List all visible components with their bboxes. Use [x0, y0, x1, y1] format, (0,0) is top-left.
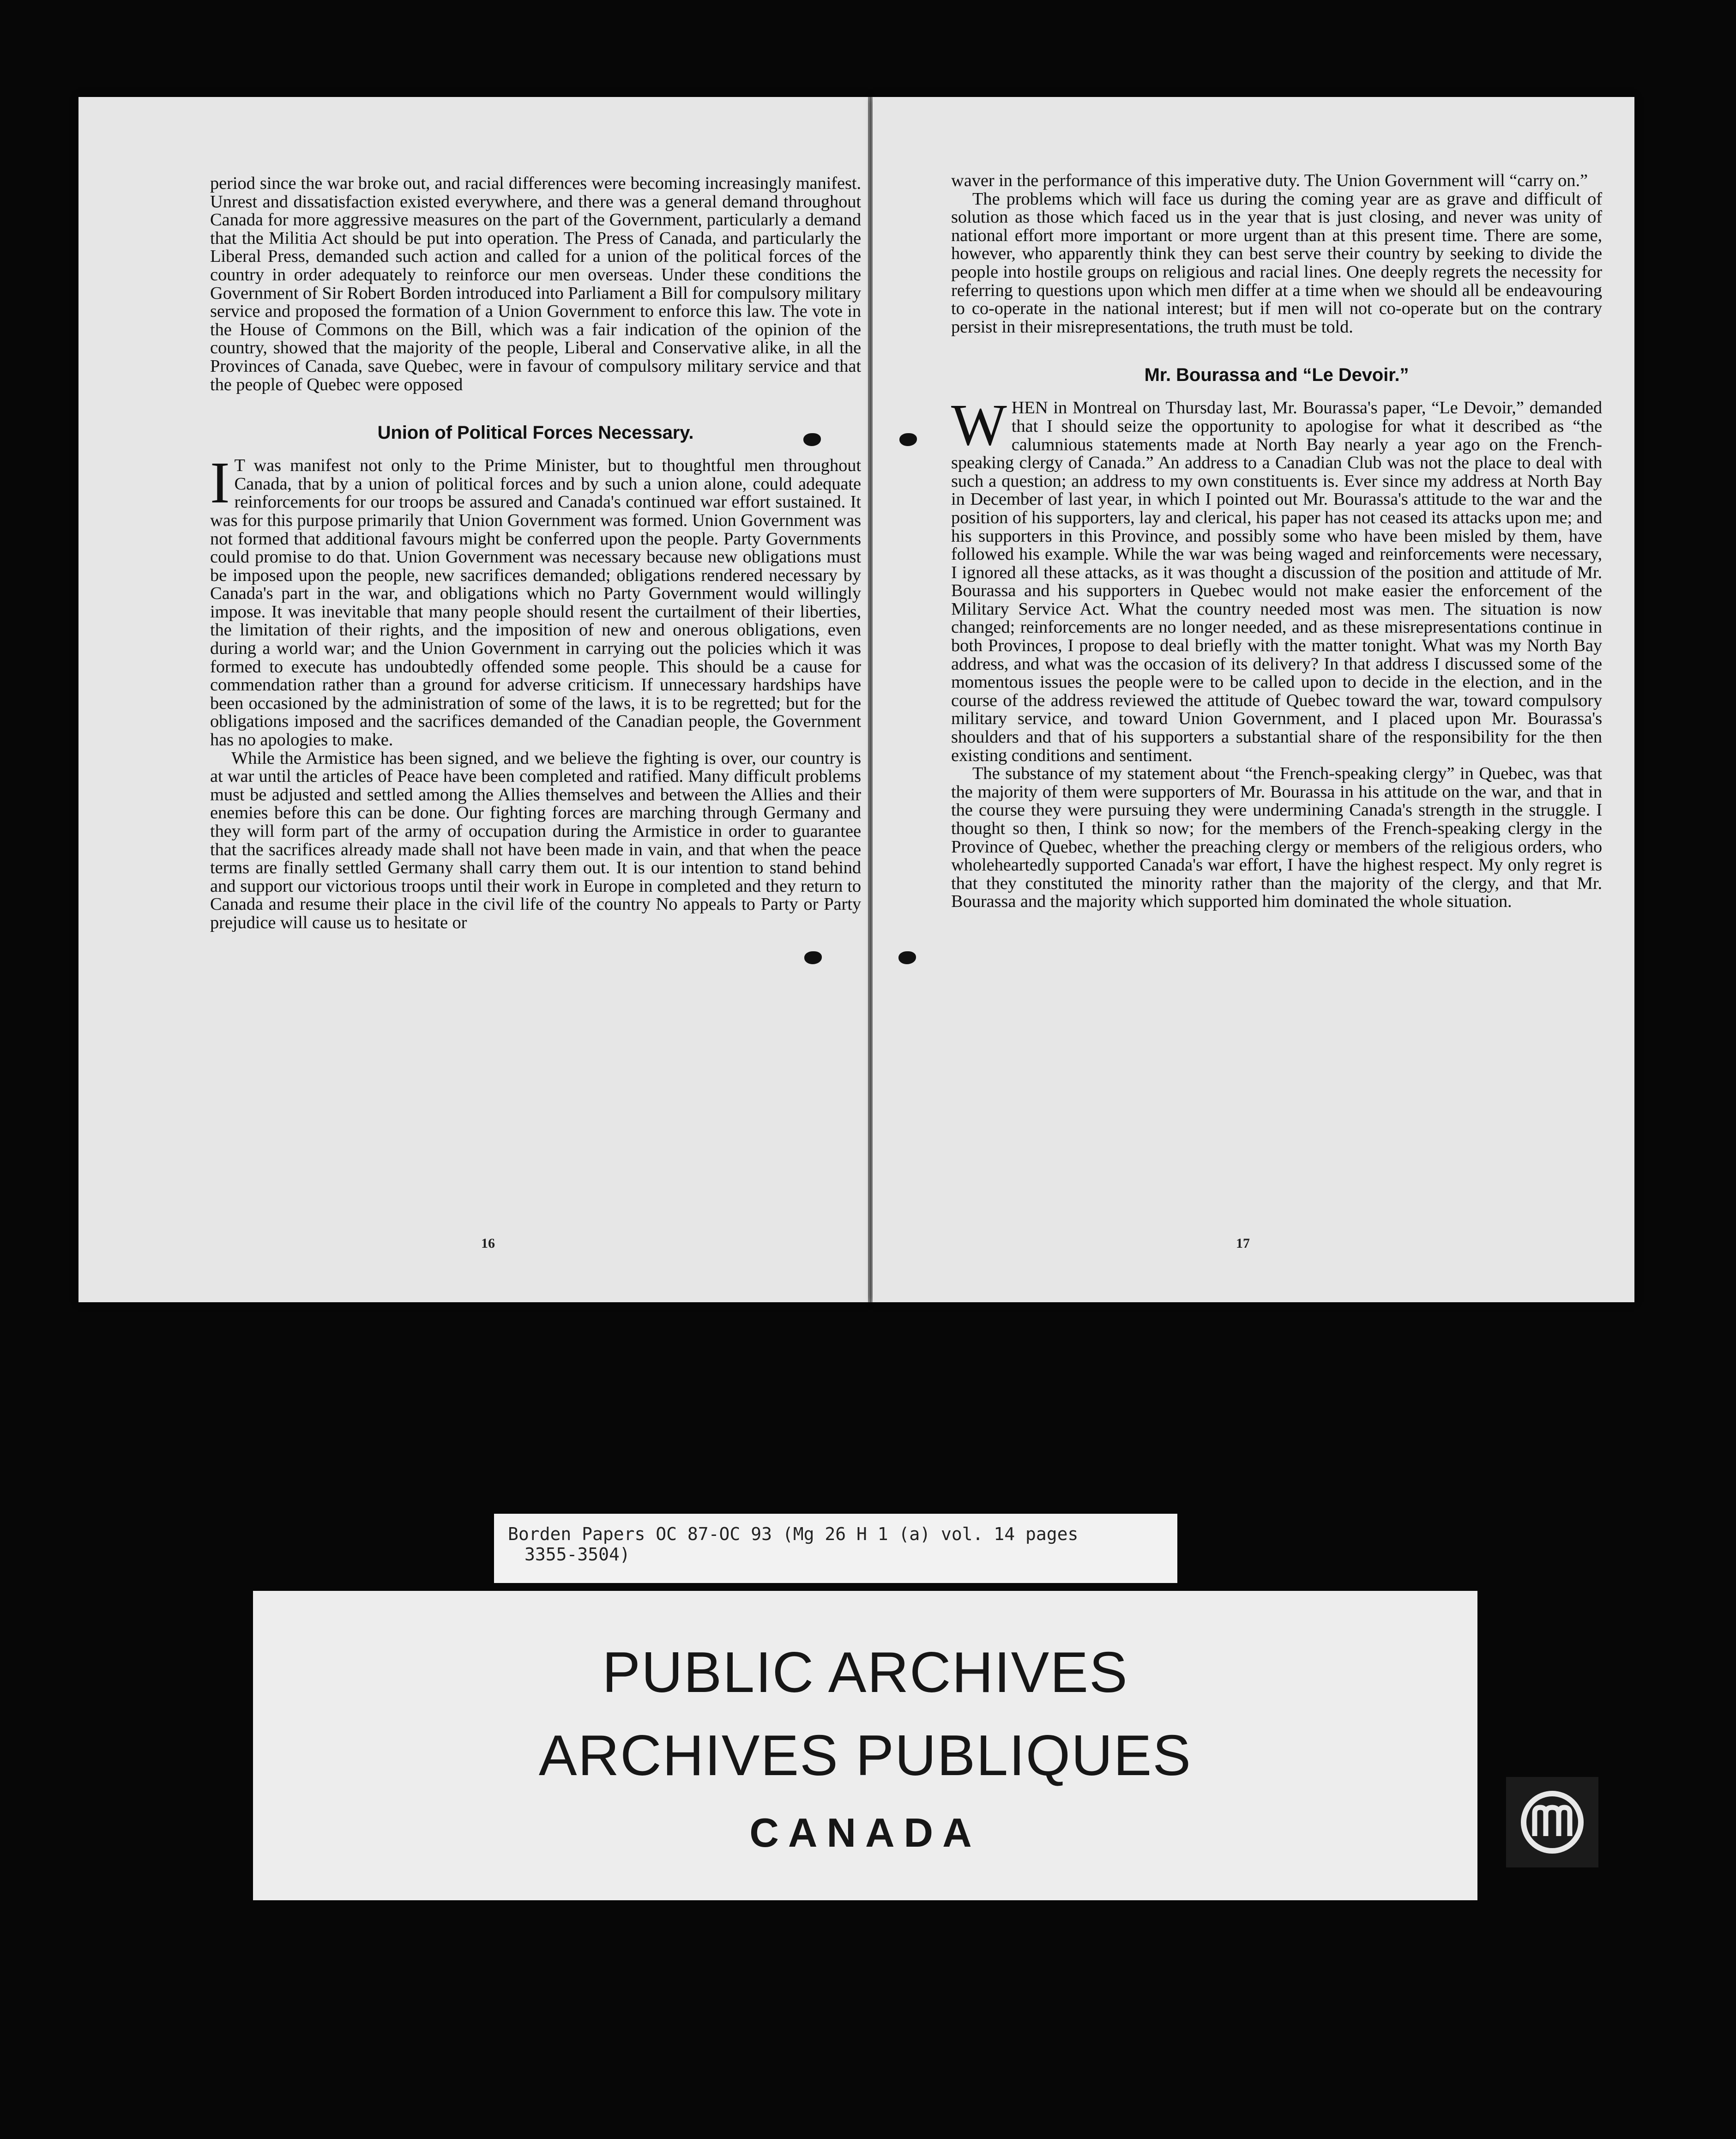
punch-hole	[899, 433, 917, 446]
punch-hole	[804, 951, 822, 964]
left-section-paragraph-2: While the Armistice has been signed, and we believe the fighting is over, our country is at war until the articles of Peace have been completed and ratified. Many difficult problems must be adjusted and settled among the Allies themselves and between the Allies and their enemies before this can be done. Our fighting forces are marching through Germany and they will form part of the army of occupation during the Armistice in order to guarantee that the sacrifices already made shall not have been made in vain, and that when the peace terms are finally settled Germany shall carry them out. It is our intention to stand behind and support our victorious troops until their work in Europe in completed and they return to Canada and resume their place in the civil life of the country No appeals to Party or Party prejudice will cause us to hesitate or	[210, 748, 861, 932]
punch-hole	[898, 951, 916, 964]
right-page-body	[951, 172, 1602, 911]
left-page	[78, 97, 868, 1302]
left-dropcap: I	[210, 450, 230, 516]
left-page-number: 16	[481, 1236, 495, 1251]
right-paragraph-2: The problems which will face us during the coming year are as grave and difficult of solution as those which faced us in the year that is just closing, and never was unity of national effort more important or more urgent than at this present time. There are some, however, who apparently think they can best serve their country by seeking to divide the people into hostile groups on religious and racial lines. One deeply regrets the necessity for referring to questions upon which men differ at a time when we should all be endeavouring to co-operate in the national interest; but if men will not co-operate but on the contrary persist in their misrepresentations, the truth must be told.	[951, 189, 1602, 337]
left-page-body	[210, 175, 861, 932]
caption-label	[494, 1514, 1177, 1583]
right-section-paragraph-1-text: HEN in Montreal on Thursday last, Mr. Bourassa's paper, “Le Devoir,” demanded that I should seize the opportunity to apologise for what it described as “the calumnious statements made at North Bay nearly a year ago on the French-speaking clergy of Canada.” An address to a Canadian Club was not the place to deal with such a question; an address to my own constituents is. Ever since my address at North Bay in December of last year, in which I pointed out Mr. Bourassa's attitude to the war and the position of his supporters, lay and clerical, his paper has not ceased its attacks upon me; and his supporters in this Province, and possibly some who have been misled by them, have followed his example. While the war was being waged and reinforcements were necessary, I ignored all these attacks, as it was thought a discussion of the position and attitude of Mr. Bourassa and his supporters in Quebec would not make easier the enforcement of the Military Service Act. What the country needed most was men. The situation is now changed; reinforcements are no longer needed, and as these misrepresentations continue in both Provinces, I propose to deal briefly with the matter tonight. What was my North Bay address, and what was the occasion of its delivery? In that address I discussed some of the momentous issues the people were to be called upon to decide in the election, and in the course of the address reviewed the attitude of Quebec toward the war, toward compulsory military service, and toward Union Government, and I placed upon Mr. Bourassa's shoulders and that of his supporters a substantial share of the responsibility for the then existing conditions and sentiment.	[951, 398, 1602, 765]
right-section-heading: Mr. Bourassa and “Le Devoir.”	[1144, 365, 1409, 386]
right-page	[873, 97, 1634, 1302]
right-dropcap: W	[951, 392, 1007, 458]
left-section-heading: Union of Political Forces Necessary.	[377, 423, 694, 443]
left-section-paragraph-1-text: T was manifest not only to the Prime Minister, but to thoughtful men throughout Canada, that by a union of political forces and by such a union alone, could adequate reinforcements for our troops be assured and Canada's continued war effort sustained. It was for this purpose primarily that Union Government was formed. Union Government was not formed that additional favours might be conferred upon the people. Party Governments could promise to do that. Union Government was necessary because new obligations must be imposed upon the people, new sacrifices demanded; obligations rendered necessary by Canada's part in the war, and obligations which no Party Government would willingly impose. It was inevitable that many people should resent the curtailment of their liberties, the limitation of their rights, and the imposition of new and onerous obligations, even during a world war; and the Union Government in carrying out the policies which it was formed to execute has undoubtedly offended some people. This should be a cause for commendation rather than a ground for adverse criticism. If unnecessary hardships have been occasioned by the administration of some of the laws, it is to be regretted; but for the obligations imposed and the sacrifices demanded of the Canadian people, the Government has no apologies to make.	[210, 456, 861, 750]
archive-title-english: PUBLIC ARCHIVES	[602, 1641, 1128, 1704]
caption-line-2: 3355-3504)	[524, 1544, 630, 1565]
archive-card	[253, 1591, 1477, 1900]
caption-line-1: Borden Papers OC 87-OC 93 (Mg 26 H 1 (a) vol. 14 pages	[508, 1524, 1079, 1544]
right-section-paragraph-2: The substance of my statement about “the French-speaking clergy” in Quebec, was that the majority of them were supporters of Mr. Bourassa in his attitude on the war, and that in the course they were pursuing they were undermining Canada's strength in the struggle. I thought so then, I think so now; for the members of the French-speaking clergy in the Province of Quebec, whether the preaching clergy or members of the religious orders, who wholeheartedly supported Canada's war effort, I have the highest respect. My only regret is that they constituted the minority rather than the majority of the clergy, and that Mr. Bourassa and the majority which supported him dominated the whole situation.	[951, 764, 1602, 912]
right-section-paragraph-1	[951, 392, 1602, 765]
left-paragraph-1: period since the war broke out, and racial differences were becoming increasingly manifest. Unrest and dissatisfaction existed everywhere, and there was a general demand throughout Canada for more aggressive measures on the part of the Government, particularly a demand that the Militia Act should be put into operation. The Press of Canada, and particularly the Liberal Press, demanded such action and called for a union of the political forces of the country in order adequately to reinforce our men overseas. Under these conditions the Government of Sir Robert Borden introduced into Parliament a Bill for compulsory military service and proposed the formation of a Union Government to enforce this law. The vote in the House of Commons on the Bill, which was a fair indication of the opinion of the country, showed that the majority of the people, Liberal and Conservative alike, in all the Provinces of Canada, save Quebec, were in favour of compulsory military service and that the people of Quebec were opposed	[210, 174, 861, 394]
archive-country: CANADA	[749, 1810, 981, 1855]
right-paragraph-1: waver in the performance of this imperative duty. The Union Government will “carry on.”	[951, 171, 1588, 190]
left-section-paragraph-1	[210, 450, 861, 750]
microfilm-logo-icon	[1506, 1777, 1598, 1867]
right-page-number: 17	[1236, 1236, 1250, 1251]
archive-title-french: ARCHIVES PUBLIQUES	[538, 1724, 1192, 1788]
